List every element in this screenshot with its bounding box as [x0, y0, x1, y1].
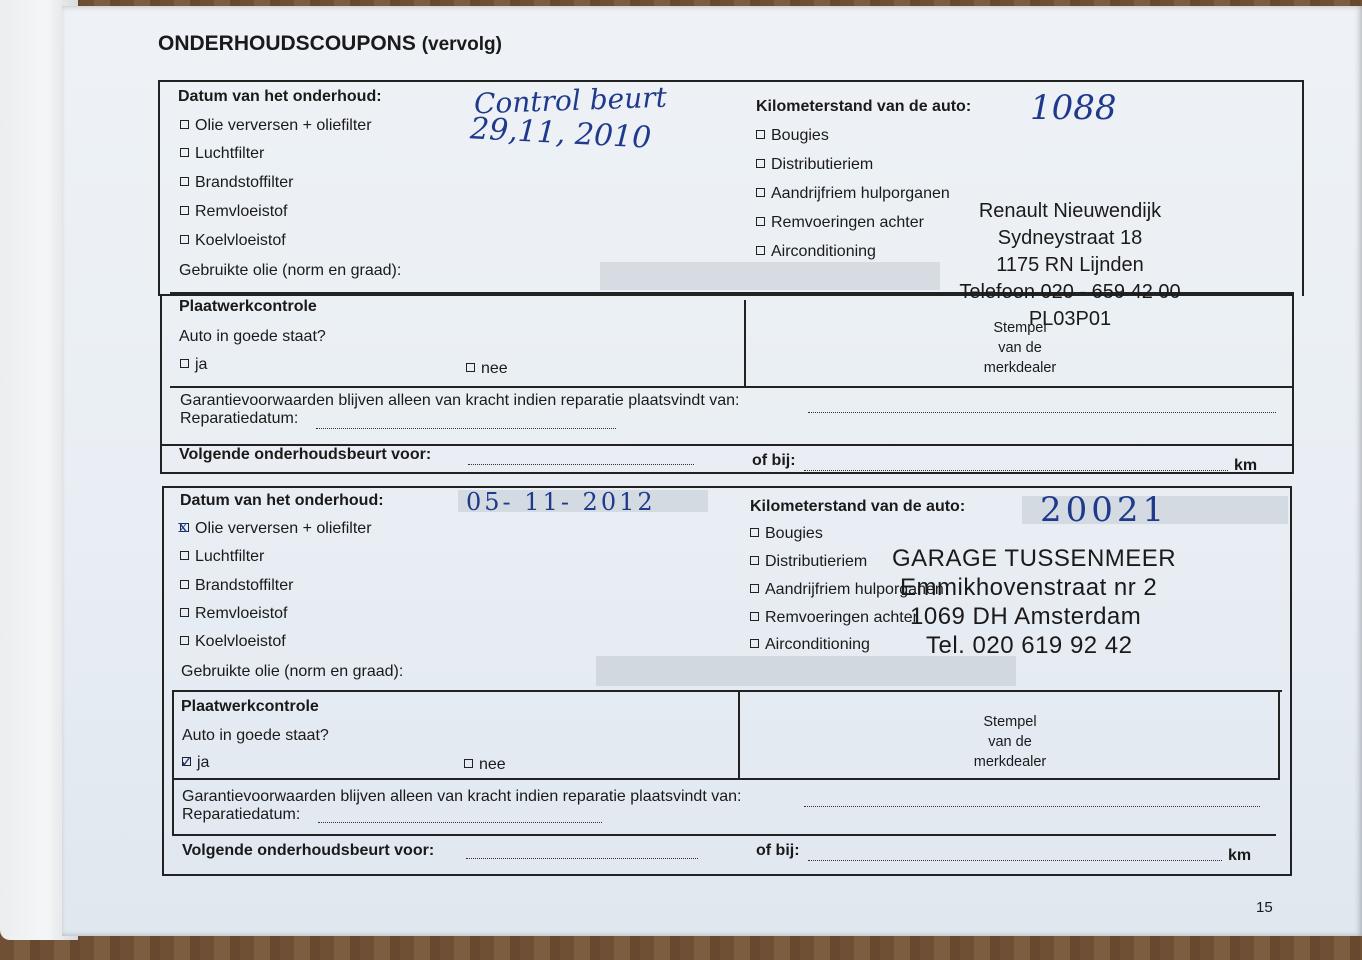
- yes-checkbox[interactable]: ja: [182, 754, 209, 772]
- no-checkbox[interactable]: nee: [464, 756, 506, 774]
- next-service-label: Volgende onderhoudsbeurt voor:: [179, 446, 432, 463]
- checkbox-icon: [756, 159, 765, 168]
- no-checkbox[interactable]: nee: [466, 360, 508, 378]
- checkbox-item[interactable]: Distributieriem: [756, 156, 873, 174]
- checkbox-item[interactable]: Distributieriem: [750, 553, 867, 571]
- handwritten-mileage: 1088: [1030, 88, 1117, 128]
- or-at-label: of bij:: [756, 842, 800, 859]
- checkbox-item[interactable]: Luchtfilter: [180, 145, 264, 163]
- checkbox-item[interactable]: Luchtfilter: [180, 548, 264, 566]
- repair-date-label: Reparatiedatum:: [182, 806, 301, 823]
- checkbox-icon: [756, 188, 765, 197]
- bodywork-label: Plaatwerkcontrole: [181, 698, 319, 715]
- page-number: 15: [1256, 899, 1273, 916]
- mileage-label: Kilometerstand van de auto:: [756, 98, 972, 115]
- checkbox-item[interactable]: Aandrijfriem hulporganen: [750, 581, 944, 599]
- checkbox-icon: [180, 580, 189, 589]
- stamp-placeholder: Stempel van de merkdealer: [973, 714, 1047, 770]
- check-mark: ✓: [180, 752, 194, 771]
- checkbox-item[interactable]: Olie verversen + oliefilter: [180, 520, 372, 538]
- checkbox-icon: [180, 206, 189, 215]
- checkbox-icon: [750, 639, 759, 648]
- oil-used-label: Gebruikte olie (norm en graad):: [179, 262, 402, 279]
- checkbox-icon: [180, 608, 189, 617]
- checkbox-item[interactable]: Remvoeringen achter: [756, 214, 924, 232]
- checkbox-icon: [756, 130, 765, 139]
- checkbox-item[interactable]: Airconditioning: [750, 636, 870, 654]
- checkbox-icon: [750, 584, 759, 593]
- checkbox-item[interactable]: Koelvloeistof: [180, 633, 286, 651]
- checkbox-item[interactable]: Remvloeistof: [180, 203, 287, 221]
- checkbox-icon: [756, 246, 765, 255]
- checkbox-item[interactable]: Olie verversen + oliefilter: [180, 117, 372, 135]
- handwritten-note: Control beurt: [473, 80, 668, 121]
- or-at-label: of bij:: [752, 452, 796, 469]
- checkbox-item[interactable]: Remvloeistof: [180, 605, 287, 623]
- checkbox-item[interactable]: Remvoeringen achter: [750, 609, 918, 627]
- checkbox-icon: [180, 120, 189, 129]
- checkbox-item[interactable]: Airconditioning: [756, 243, 876, 261]
- checkbox-icon: [180, 636, 189, 645]
- check-mark: x: [178, 516, 189, 537]
- checkbox-item[interactable]: Brandstoffilter: [180, 174, 293, 192]
- bodywork-label: Plaatwerkcontrole: [179, 298, 317, 315]
- checkbox-icon: [180, 359, 189, 368]
- oil-used-label: Gebruikte olie (norm en graad):: [181, 663, 404, 680]
- handwritten-date: 05- 11- 2012: [466, 488, 656, 516]
- checkbox-icon: [750, 528, 759, 537]
- checkbox-icon: [466, 363, 475, 372]
- stamp-placeholder: Stempel van de merkdealer: [983, 320, 1057, 376]
- car-ok-label: Auto in goede staat?: [182, 727, 329, 744]
- page-title: ONDERHOUDSCOUPONS (vervolg): [158, 32, 502, 55]
- checkbox-icon: [750, 556, 759, 565]
- garage-stamp: GARAGE TUSSENMEER Emmikhovenstraat nr 2 1069 DH Amsterdam Tel. 020 619 92 42: [892, 545, 1177, 659]
- date-label: Datum van het onderhoud:: [178, 88, 382, 105]
- checkbox-item[interactable]: Bougies: [756, 127, 829, 145]
- handwritten-date: 29,11, 2010: [469, 111, 653, 156]
- repair-date-label: Reparatiedatum:: [180, 410, 299, 427]
- checkbox-icon: [180, 177, 189, 186]
- car-ok-label: Auto in goede staat?: [179, 328, 326, 345]
- date-label: Datum van het onderhoud:: [180, 492, 384, 509]
- warranty-label: Garantievoorwaarden blijven alleen van kracht indien reparatie plaatsvindt van:: [180, 392, 740, 409]
- checkbox-icon: [180, 235, 189, 244]
- handwritten-mileage: 20021: [1040, 490, 1169, 530]
- checkbox-icon: [180, 551, 189, 560]
- checkbox-icon: [750, 612, 759, 621]
- checkbox-item[interactable]: Bougies: [750, 525, 823, 543]
- checkbox-icon: [180, 148, 189, 157]
- warranty-label: Garantievoorwaarden blijven alleen van kracht indien reparatie plaatsvindt van:: [182, 788, 742, 805]
- mileage-label: Kilometerstand van de auto:: [750, 498, 966, 515]
- km-label: km: [1234, 457, 1258, 474]
- checkbox-icon: [756, 217, 765, 226]
- next-service-label: Volgende onderhoudsbeurt voor:: [182, 842, 435, 859]
- checkbox-icon: [464, 759, 473, 768]
- km-label: km: [1228, 847, 1252, 864]
- checkbox-item[interactable]: Aandrijfriem hulporganen: [756, 185, 950, 203]
- checkbox-item[interactable]: Brandstoffilter: [180, 577, 293, 595]
- dealer-stamp: Renault Nieuwendijk Sydneystraat 18 1175 RN Lijnden Telefoon 020 - 659 42 00 PL03P01: [959, 200, 1181, 330]
- checkbox-item[interactable]: Koelvloeistof: [180, 232, 286, 250]
- yes-checkbox[interactable]: ja: [180, 356, 207, 374]
